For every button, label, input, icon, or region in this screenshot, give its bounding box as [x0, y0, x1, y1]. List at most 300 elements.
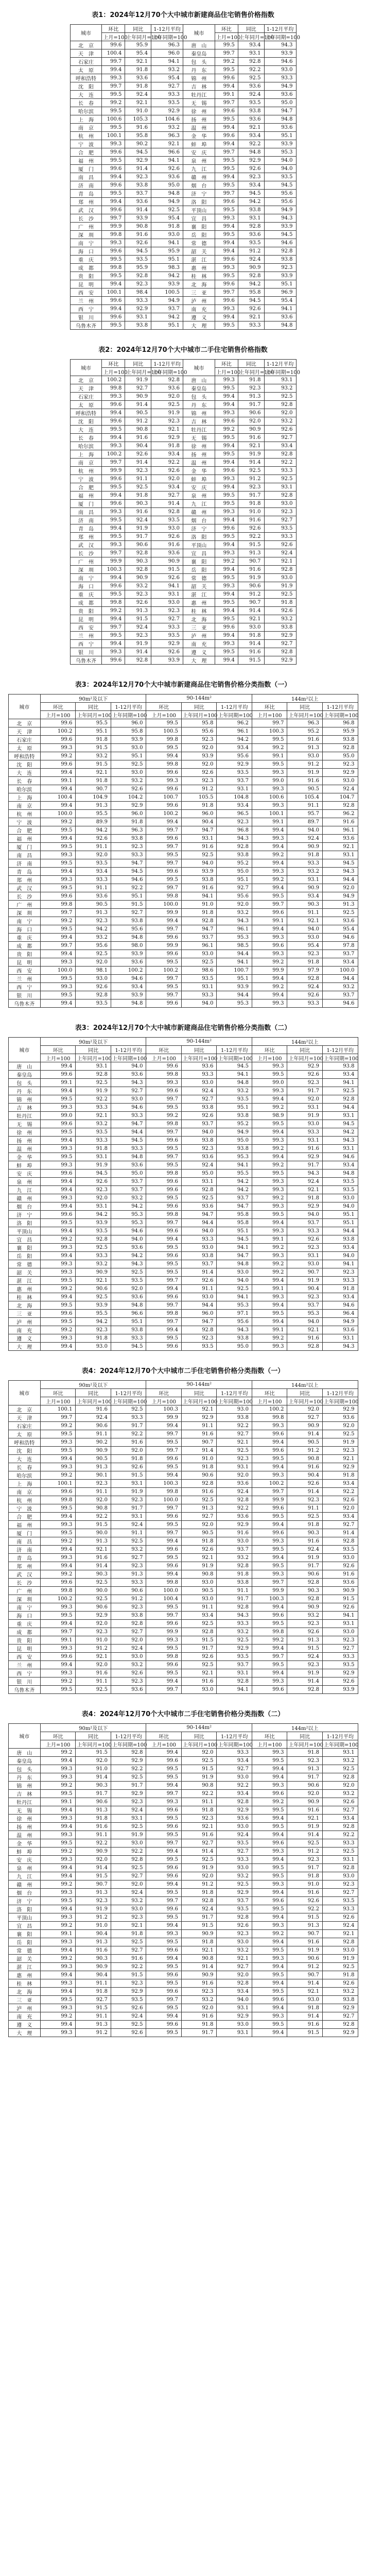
value-cell: 91.6 [238, 648, 264, 656]
value-cell: 91.9 [181, 1562, 217, 1570]
value-cell: 91.8 [181, 2021, 217, 2029]
value-cell: 94.0 [264, 165, 296, 173]
value-cell: 92.0 [151, 393, 183, 401]
value-cell: 99.6 [215, 297, 238, 305]
value-cell: 99.8 [146, 1653, 182, 1661]
value-cell: 99.3 [40, 1554, 76, 1562]
value-cell: 99.4 [252, 1913, 287, 1922]
city-cell: 乌鲁木齐 [8, 999, 40, 1008]
city-cell: 西 安 [8, 967, 40, 975]
value-cell: 99.2 [252, 876, 287, 884]
value-cell: 99.5 [215, 181, 238, 190]
value-cell: 99.5 [40, 1277, 76, 1285]
value-cell: 93.3 [111, 1112, 146, 1120]
value-cell: 93.7 [181, 1260, 217, 1268]
value-cell: 92.2 [111, 1848, 146, 1856]
value-cell: 92.9 [322, 2004, 358, 2012]
value-cell: 99.5 [146, 983, 182, 991]
value-cell: 93.8 [217, 1112, 252, 1120]
value-cell: 92.2 [217, 1782, 252, 1790]
value-cell: 95.4 [287, 942, 323, 950]
value-cell: 93.2 [111, 1546, 146, 1554]
city-cell: 贵 阳 [70, 272, 102, 280]
value-cell: 94.1 [151, 157, 183, 165]
city-cell: 秦皇岛 [8, 1071, 40, 1079]
value-cell: 99.2 [40, 1677, 76, 1686]
value-cell: 99.4 [252, 859, 287, 868]
value-cell: 99.3 [40, 1244, 76, 1252]
value-cell: 92.3 [181, 1334, 217, 1343]
value-cell: 90.9 [238, 264, 264, 272]
value-cell: 92.5 [111, 1537, 146, 1546]
value-cell: 92.5 [181, 1757, 217, 1765]
value-cell: 99.3 [252, 769, 287, 777]
table-row [70, 124, 296, 132]
value-cell: 95.3 [264, 148, 296, 157]
city-cell: 南 京 [8, 802, 40, 810]
value-cell: 100.3 [252, 727, 287, 736]
city-cell: 贵 阳 [8, 950, 40, 958]
table-row [70, 49, 296, 58]
value-cell: 91.8 [181, 1463, 217, 1471]
value-cell: 99.6 [102, 181, 125, 190]
value-cell: 92.1 [76, 1277, 111, 1285]
value-cell: 92.5 [287, 1513, 323, 1521]
header-base: 上月=100 [252, 1054, 287, 1062]
value-cell: 99.4 [215, 173, 238, 181]
value-cell: 90.8 [125, 223, 151, 231]
city-cell: 天 津 [70, 384, 102, 393]
value-cell: 92.3 [238, 384, 264, 393]
value-cell: 94.5 [238, 190, 264, 198]
value-cell: 99.4 [215, 483, 238, 492]
value-cell: 99.7 [146, 1318, 182, 1326]
value-cell: 99.5 [40, 991, 76, 999]
table-row [8, 752, 358, 760]
value-cell: 104.9 [76, 793, 111, 802]
value-cell: 99.4 [252, 1438, 287, 1447]
table-row [70, 82, 296, 91]
value-cell: 99.6 [40, 719, 76, 727]
city-cell: 乌鲁木齐 [70, 656, 102, 665]
table-row [70, 239, 296, 247]
value-cell: 99.6 [40, 1120, 76, 1128]
value-cell: 94.5 [217, 1235, 252, 1244]
city-cell: 宁 波 [70, 140, 102, 148]
header-base: 上月=100 [102, 368, 125, 376]
header-city: 城市 [8, 694, 40, 719]
value-cell: 94.3 [322, 1343, 358, 1351]
value-cell: 93.2 [111, 1897, 146, 1905]
value-cell: 99.4 [146, 1285, 182, 1293]
value-cell: 95.4 [151, 214, 183, 223]
value-cell: 92.6 [238, 305, 264, 313]
city-cell: 惠 州 [8, 1971, 40, 1979]
value-cell: 93.5 [151, 632, 183, 640]
table-row [8, 785, 358, 793]
header-base: 上月=100 [252, 711, 287, 719]
value-cell: 92.6 [322, 1979, 358, 1988]
table-row [8, 1579, 358, 1587]
value-cell: 99.4 [252, 1318, 287, 1326]
city-cell: 扬 州 [183, 450, 215, 459]
value-cell: 92.4 [181, 1087, 217, 1095]
table-row [8, 1686, 358, 1694]
value-cell: 99.8 [146, 1170, 182, 1178]
value-cell: 99.8 [146, 1120, 182, 1128]
value-cell: 91.8 [76, 1334, 111, 1343]
value-cell: 92.6 [76, 1178, 111, 1186]
value-cell: 91.5 [111, 1471, 146, 1480]
value-cell: 93.7 [217, 1546, 252, 1554]
value-cell: 100.3 [146, 1480, 182, 1488]
value-cell: 93.1 [111, 1480, 146, 1488]
city-cell: 武 汉 [70, 206, 102, 214]
city-cell: 合 肥 [70, 483, 102, 492]
value-cell: 92.0 [217, 901, 252, 909]
city-cell: 丹 东 [8, 1087, 40, 1095]
value-cell: 94.9 [217, 1128, 252, 1137]
value-cell: 94.8 [238, 148, 264, 157]
value-cell: 99.6 [40, 1653, 76, 1661]
value-cell: 99.7 [102, 459, 125, 467]
city-cell: 贵 阳 [70, 607, 102, 615]
city-cell: 西 安 [8, 1653, 40, 1661]
value-cell: 91.9 [125, 376, 151, 384]
value-cell: 100.7 [146, 793, 182, 802]
table-row [8, 925, 358, 934]
header-sub: 同比 [76, 1389, 111, 1397]
value-cell: 94.7 [217, 1202, 252, 1211]
table-row [8, 1554, 358, 1562]
value-cell: 92.3 [76, 1186, 111, 1194]
value-cell: 93.3 [264, 74, 296, 82]
value-cell: 91.2 [125, 417, 151, 426]
table-row [8, 1823, 358, 1831]
header-sub: 环比 [252, 1389, 287, 1397]
value-cell: 99.5 [252, 1071, 287, 1079]
value-cell: 100.0 [146, 901, 182, 909]
value-cell: 91.5 [287, 2029, 323, 2037]
value-cell: 93.8 [217, 1579, 252, 1587]
value-cell: 92.1 [151, 426, 183, 434]
header-city: 城市 [8, 1724, 40, 1749]
value-cell: 93.6 [125, 74, 151, 82]
value-cell: 94.4 [217, 991, 252, 999]
value-cell: 99.6 [252, 1686, 287, 1694]
city-cell: 徐 州 [8, 1128, 40, 1137]
city-cell: 哈尔滨 [70, 442, 102, 450]
value-cell: 91.0 [287, 1880, 323, 1889]
value-cell: 92.5 [111, 1938, 146, 1946]
value-cell: 91.4 [181, 1268, 217, 1277]
value-cell: 92.1 [76, 1653, 111, 1661]
value-cell: 91.0 [76, 1922, 111, 1930]
value-cell: 93.0 [322, 1946, 358, 1955]
value-cell: 99.3 [252, 1537, 287, 1546]
value-cell: 94.6 [264, 58, 296, 66]
value-cell: 95.2 [217, 1120, 252, 1128]
value-cell: 99.4 [252, 1219, 287, 1227]
value-cell: 99.7 [40, 1414, 76, 1422]
city-cell: 大 理 [183, 321, 215, 330]
value-cell: 92.8 [322, 1095, 358, 1104]
value-cell: 99.5 [40, 1447, 76, 1455]
value-cell: 92.0 [76, 851, 111, 859]
value-cell: 93.2 [217, 1628, 252, 1636]
value-cell: 92.9 [322, 1463, 358, 1471]
city-cell: 大 理 [8, 1343, 40, 1351]
value-cell: 92.6 [287, 991, 323, 999]
value-cell: 94.4 [181, 1219, 217, 1227]
value-cell: 99.4 [40, 1513, 76, 1521]
value-cell: 92.8 [111, 1856, 146, 1864]
value-cell: 92.5 [111, 1823, 146, 1831]
header-city: 城市 [70, 25, 102, 41]
value-cell: 92.7 [151, 615, 183, 623]
value-cell: 99.5 [215, 384, 238, 393]
value-cell: 92.9 [151, 434, 183, 442]
value-cell: 92.0 [181, 1521, 217, 1529]
value-cell: 91.8 [76, 1988, 111, 1996]
value-cell: 93.0 [111, 744, 146, 752]
city-cell: 郑 州 [8, 876, 40, 884]
value-cell: 95.0 [217, 1343, 252, 1351]
header-row [70, 360, 296, 368]
value-cell: 100.2 [102, 450, 125, 459]
value-cell: 91.9 [76, 1161, 111, 1170]
value-cell: 99.5 [215, 41, 238, 49]
value-cell: 96.8 [322, 719, 358, 727]
value-cell: 93.9 [76, 1301, 111, 1310]
table-row [8, 1219, 358, 1227]
value-cell: 99.5 [146, 744, 182, 752]
value-cell: 93.0 [76, 1343, 111, 1351]
value-cell: 92.3 [238, 173, 264, 181]
value-cell: 90.3 [125, 500, 151, 508]
value-cell: 92.6 [76, 835, 111, 843]
table-row [70, 590, 296, 599]
value-cell: 93.2 [264, 417, 296, 426]
header-base: 上年同期=100 [322, 1054, 358, 1062]
value-cell: 91.3 [111, 1570, 146, 1579]
table-row [8, 868, 358, 876]
value-cell: 99.6 [252, 1612, 287, 1620]
value-cell: 99.4 [252, 1979, 287, 1988]
city-cell: 包 头 [183, 58, 215, 66]
value-cell: 92.0 [76, 1620, 111, 1628]
value-cell: 99.8 [102, 231, 125, 239]
value-cell: 92.3 [287, 1244, 323, 1252]
value-cell: 92.4 [287, 983, 323, 991]
value-cell: 92.0 [322, 1782, 358, 1790]
value-cell: 95.6 [264, 190, 296, 198]
table-row [8, 1913, 358, 1922]
value-cell: 96.3 [151, 41, 183, 49]
table-row [70, 566, 296, 574]
city-cell: 青 岛 [70, 524, 102, 533]
value-cell: 99.5 [102, 632, 125, 640]
value-cell: 99.3 [102, 140, 125, 148]
value-cell: 93.9 [125, 214, 151, 223]
header-sub: 1-12月平均 [217, 1732, 252, 1740]
city-cell: 吉 林 [183, 82, 215, 91]
value-cell: 100.0 [322, 967, 358, 975]
header-base: 上年同月=100 [125, 33, 151, 41]
value-cell: 94.7 [181, 826, 217, 835]
value-cell: 99.7 [146, 991, 182, 999]
value-cell: 104.7 [322, 793, 358, 802]
value-cell: 99.3 [40, 1268, 76, 1277]
value-cell: 99.4 [252, 1815, 287, 1823]
value-cell: 91.5 [76, 1749, 111, 1757]
city-cell: 天 津 [8, 727, 40, 736]
value-cell: 99.5 [146, 1104, 182, 1112]
value-cell: 100.1 [40, 1405, 76, 1414]
value-cell: 91.6 [287, 1463, 323, 1471]
value-cell: 93.4 [76, 868, 111, 876]
value-cell: 92.1 [287, 917, 323, 925]
value-cell: 93.2 [151, 124, 183, 132]
value-cell: 99.6 [252, 1897, 287, 1905]
table-row [70, 599, 296, 607]
table-row [8, 983, 358, 991]
value-cell: 92.8 [76, 991, 111, 999]
value-cell: 92.6 [287, 1628, 323, 1636]
table-row [8, 1806, 358, 1815]
table-row [8, 1521, 358, 1529]
table-row [8, 1128, 358, 1137]
value-cell: 93.2 [217, 1872, 252, 1880]
value-cell: 91.7 [111, 1782, 146, 1790]
value-cell: 93.5 [217, 769, 252, 777]
table-row [8, 1897, 358, 1905]
table-row [70, 231, 296, 239]
value-cell: 92.2 [111, 1430, 146, 1438]
header-group: 同比 [125, 25, 151, 33]
value-cell: 99.4 [40, 2021, 76, 2029]
value-cell: 93.3 [287, 1227, 323, 1235]
value-cell: 95.9 [125, 41, 151, 49]
value-cell: 93.3 [217, 1856, 252, 1864]
value-cell: 92.4 [264, 549, 296, 557]
value-cell: 99.6 [252, 1790, 287, 1798]
value-cell: 91.6 [125, 124, 151, 132]
value-cell: 99.5 [102, 590, 125, 599]
value-cell: 99.7 [215, 190, 238, 198]
value-cell: 99.7 [252, 1488, 287, 1496]
city-cell: 惠 州 [183, 264, 215, 272]
value-cell: 91.8 [181, 802, 217, 810]
value-cell: 95.5 [217, 1170, 252, 1178]
value-cell: 91.1 [287, 1504, 323, 1513]
city-cell: 蚌 埠 [183, 475, 215, 483]
value-cell: 99.4 [40, 1252, 76, 1260]
value-cell: 99.6 [146, 785, 182, 793]
value-cell: 99.6 [40, 736, 76, 744]
header-sub: 同比 [287, 1732, 323, 1740]
value-cell: 99.4 [40, 1806, 76, 1815]
value-cell: 92.0 [217, 1471, 252, 1480]
value-cell: 92.3 [264, 508, 296, 516]
value-cell: 99.6 [102, 165, 125, 173]
value-cell: 92.1 [287, 1988, 323, 1996]
value-cell: 99.4 [252, 843, 287, 851]
city-cell: 秦皇岛 [183, 49, 215, 58]
value-cell: 99.1 [40, 777, 76, 785]
value-cell: 99.4 [252, 1153, 287, 1161]
value-cell: 93.9 [264, 140, 296, 148]
value-cell: 99.5 [252, 1513, 287, 1521]
value-cell: 90.0 [76, 1529, 111, 1537]
city-cell: 西 宁 [70, 305, 102, 313]
header-sub: 同比 [181, 1046, 217, 1054]
table-row [8, 1153, 358, 1161]
value-cell: 99.3 [40, 1521, 76, 1529]
value-cell: 99.3 [102, 541, 125, 549]
value-cell: 92.7 [111, 1872, 146, 1880]
value-cell: 92.0 [287, 1405, 323, 1414]
city-cell: 三 亚 [183, 289, 215, 297]
value-cell: 99.3 [252, 1178, 287, 1186]
table-row [8, 1062, 358, 1071]
city-cell: 泸 州 [183, 297, 215, 305]
value-cell: 92.6 [287, 1480, 323, 1488]
table-row [8, 851, 358, 859]
value-cell: 91.1 [287, 909, 323, 917]
value-cell: 99.4 [40, 1137, 76, 1145]
value-cell: 93.2 [151, 66, 183, 74]
value-cell: 99.8 [146, 760, 182, 769]
city-cell: 蚌 埠 [8, 1848, 40, 1856]
value-cell: 100.5 [146, 727, 182, 736]
value-cell: 92.3 [111, 1677, 146, 1686]
value-cell: 91.9 [287, 1554, 323, 1562]
value-cell: 92.6 [264, 541, 296, 549]
value-cell: 92.8 [125, 656, 151, 665]
header-sub: 1-12月平均 [217, 1389, 252, 1397]
value-cell: 92.7 [322, 2012, 358, 2021]
value-cell: 93.9 [264, 272, 296, 280]
value-cell: 99.3 [215, 549, 238, 557]
value-cell: 99.6 [252, 1430, 287, 1438]
value-cell: 99.5 [252, 736, 287, 744]
table-row [8, 1905, 358, 1913]
value-cell: 94.8 [217, 1260, 252, 1268]
table-row [70, 289, 296, 297]
header-city: 城市 [8, 1038, 40, 1062]
value-cell: 92.3 [111, 1979, 146, 1988]
city-cell: 遵 义 [183, 313, 215, 321]
value-cell: 93.4 [322, 1513, 358, 1521]
value-cell: 95.4 [125, 49, 151, 58]
value-cell: 99.4 [252, 1938, 287, 1946]
value-cell: 90.6 [111, 1587, 146, 1595]
value-cell: 92.5 [264, 590, 296, 599]
city-cell: 唐 山 [8, 1749, 40, 1757]
value-cell: 99.7 [146, 1996, 182, 2004]
table-row [8, 1979, 358, 1988]
value-cell: 91.6 [125, 434, 151, 442]
table-row [8, 1079, 358, 1087]
value-cell: 94.2 [111, 1252, 146, 1260]
value-cell: 92.5 [125, 483, 151, 492]
value-cell: 99.6 [146, 868, 182, 876]
table-row [8, 1455, 358, 1463]
value-cell: 99.5 [40, 859, 76, 868]
value-cell: 99.2 [252, 1104, 287, 1112]
value-cell: 99.7 [252, 901, 287, 909]
